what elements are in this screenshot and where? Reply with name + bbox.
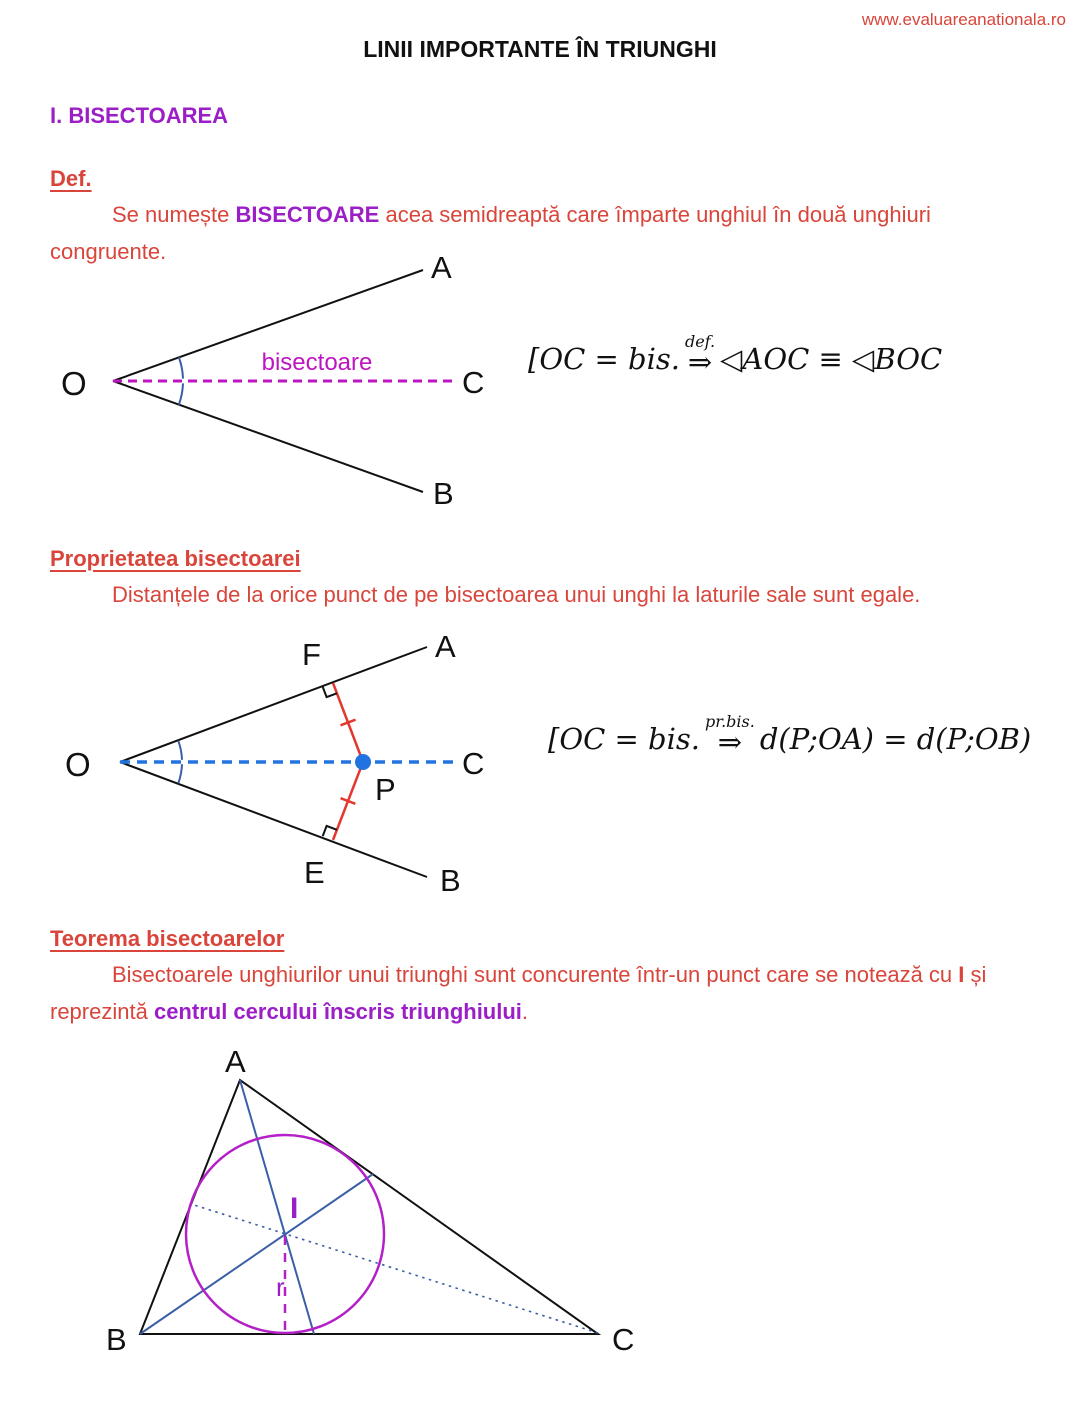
incenter-term: centrul cercului înscris triunghiului: [153, 999, 522, 1024]
def-text-after: acea semidreaptă care împarte unghiul în două unghiuri congruente.: [50, 202, 931, 264]
ray-ob: [113, 381, 423, 492]
point-label-e: E: [304, 855, 325, 890]
incenter-label: I: [290, 1192, 299, 1225]
theorem-heading: Teorema bisectoarelor: [50, 926, 285, 951]
angle-arc-lower: [179, 383, 183, 404]
angle-bisector-diagram: [55, 240, 495, 518]
formula-def-left: [OC = bis.: [528, 342, 680, 376]
implies-arrow: [704, 712, 755, 759]
theorem-paragraph: [50, 956, 1024, 1030]
formula-prop-right: d(P;OA) = d(P;OB): [759, 722, 1032, 756]
formula-prop-left: [OC = bis.: [548, 722, 700, 756]
point-label-c: C: [462, 746, 485, 781]
point-p-dot: [355, 754, 371, 770]
site-url: www.evaluareanationala.ro: [861, 10, 1066, 29]
theorem-text-end: .: [521, 999, 529, 1024]
incircle-diagram: [80, 1040, 670, 1375]
point-label-o: O: [65, 746, 91, 783]
section-heading-bisectoarea: I. BISECTOAREA: [50, 103, 229, 128]
arrow-glyph: ⇒: [687, 345, 713, 379]
formula-def-over: def.: [684, 332, 716, 351]
theorem-text-before: Bisectoarele unghiurilor unui triunghi sunt concurente într-un punct care se notează cu: [112, 962, 959, 987]
point-label-c: C: [462, 365, 485, 400]
formula-definition: [528, 332, 943, 379]
point-label-f: F: [302, 637, 321, 672]
point-label-a: A: [435, 629, 456, 664]
bisector-from-c: [191, 1204, 598, 1333]
property-heading: Proprietatea bisectoarei: [50, 546, 301, 571]
angle-arc-upper: [179, 357, 183, 378]
point-label-b: B: [433, 476, 454, 511]
property-paragraph: Distanțele de la orice punct de pe bisectoarea unui unghi la laturile sale sunt egale.: [112, 582, 921, 607]
point-label-o: O: [61, 365, 87, 402]
bisector-from-b: [140, 1174, 373, 1334]
incenter-point-letter: I: [958, 962, 965, 987]
implies-arrow: [684, 332, 716, 379]
bisectoare-label: bisectoare: [261, 349, 373, 376]
point-label-a: A: [431, 250, 452, 285]
formula-property: [548, 712, 1032, 759]
formula-prop-over: pr.bis.: [704, 712, 755, 731]
point-label-c: C: [612, 1322, 635, 1357]
theorem-text-middle: și reprezintă: [50, 962, 987, 1024]
point-label-b: B: [440, 863, 461, 898]
formula-def-right: ◁AOC ≡ ◁BOC: [720, 342, 943, 376]
term-bisectoare: BISECTOARE: [235, 202, 380, 227]
angle-arc-upper: [178, 741, 182, 760]
angle-arc-lower: [178, 764, 182, 783]
arrow-glyph: ⇒: [717, 725, 743, 759]
ray-oa: [120, 647, 427, 762]
point-label-p: P: [375, 772, 396, 807]
inradius-label: r: [276, 1272, 285, 1302]
point-label-b: B: [106, 1322, 127, 1357]
bisector-distance-diagram: [55, 625, 500, 910]
def-text-before: Se numește: [112, 202, 236, 227]
def-heading: Def.: [50, 166, 92, 191]
page-title: LINII IMPORTANTE ÎN TRIUNGHI: [363, 36, 717, 62]
point-label-a: A: [225, 1044, 246, 1079]
